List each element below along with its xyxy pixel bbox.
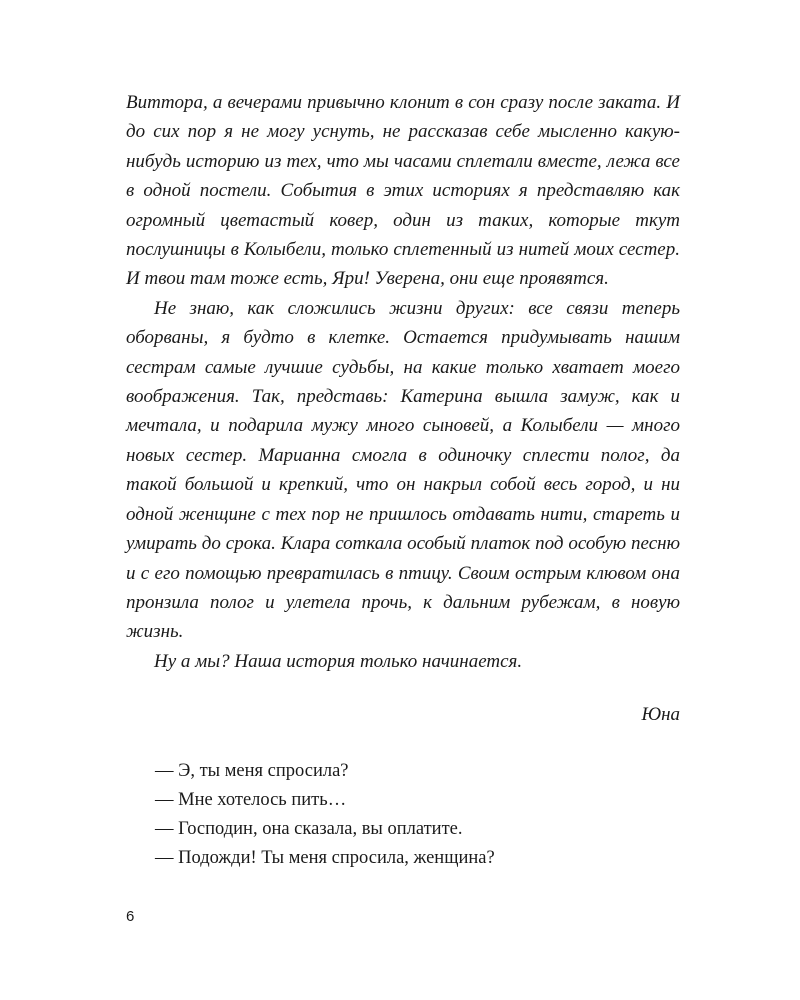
dialogue-line: — Господин, она сказала, вы оплатите. xyxy=(155,819,463,839)
letter-text xyxy=(126,88,680,676)
dialogue-line: — Подожди! Ты меня спросила, женщина? xyxy=(155,848,495,868)
letter-paragraph-3: Ну а мы? Наша история только начинается. xyxy=(154,650,523,672)
page-number: 6 xyxy=(126,908,135,925)
letter-signature: Юна xyxy=(641,704,680,725)
letter-paragraph-2: Не знаю, как сложились жизни других: все связи теперь оборваны, я будто в клетке. Остается придумывать нашим сестрам самые лучшие судьбы, на какие только хватает моего воображения. Так, представь: Катерина вышла замуж, как и мечтала, и подарила мужу много сыновей, а Колыбели — много новых сестер. Марианна смогла в одиночку сплести полог, да такой большой и крепкий, что он накрыл собой весь город, и ни одной женщине с тех пор не пришлось отдавать нити, стареть и умирать до срока. Клара соткала особый платок под особую песню и с его помощью превратилась в птицу. Своим острым клювом она пронзила полог и улетела прочь, к дальним рубежам, в новую жизнь. xyxy=(126,297,680,643)
dialogue-line: — Мне хотелось пить… xyxy=(155,790,347,810)
dialogue-line: — Э, ты меня спросила? xyxy=(155,761,349,781)
letter-paragraph-1: Виттора, а вечерами привычно клонит в сон сразу после заката. И до сих пор я не могу уснуть, не рассказав себе мысленно какую-нибудь историю из тех, что мы часами сплетали вместе, лежа все в одной постели. События в этих историях я представляю как огромный цветастый ковер, один из таких, которые ткут послушницы в Колыбели, только сплетенный из нитей моих сестер. И твои там тоже есть, Яри! Уверена, они еще проявятся. xyxy=(126,92,680,290)
dialogue-block xyxy=(155,757,680,873)
